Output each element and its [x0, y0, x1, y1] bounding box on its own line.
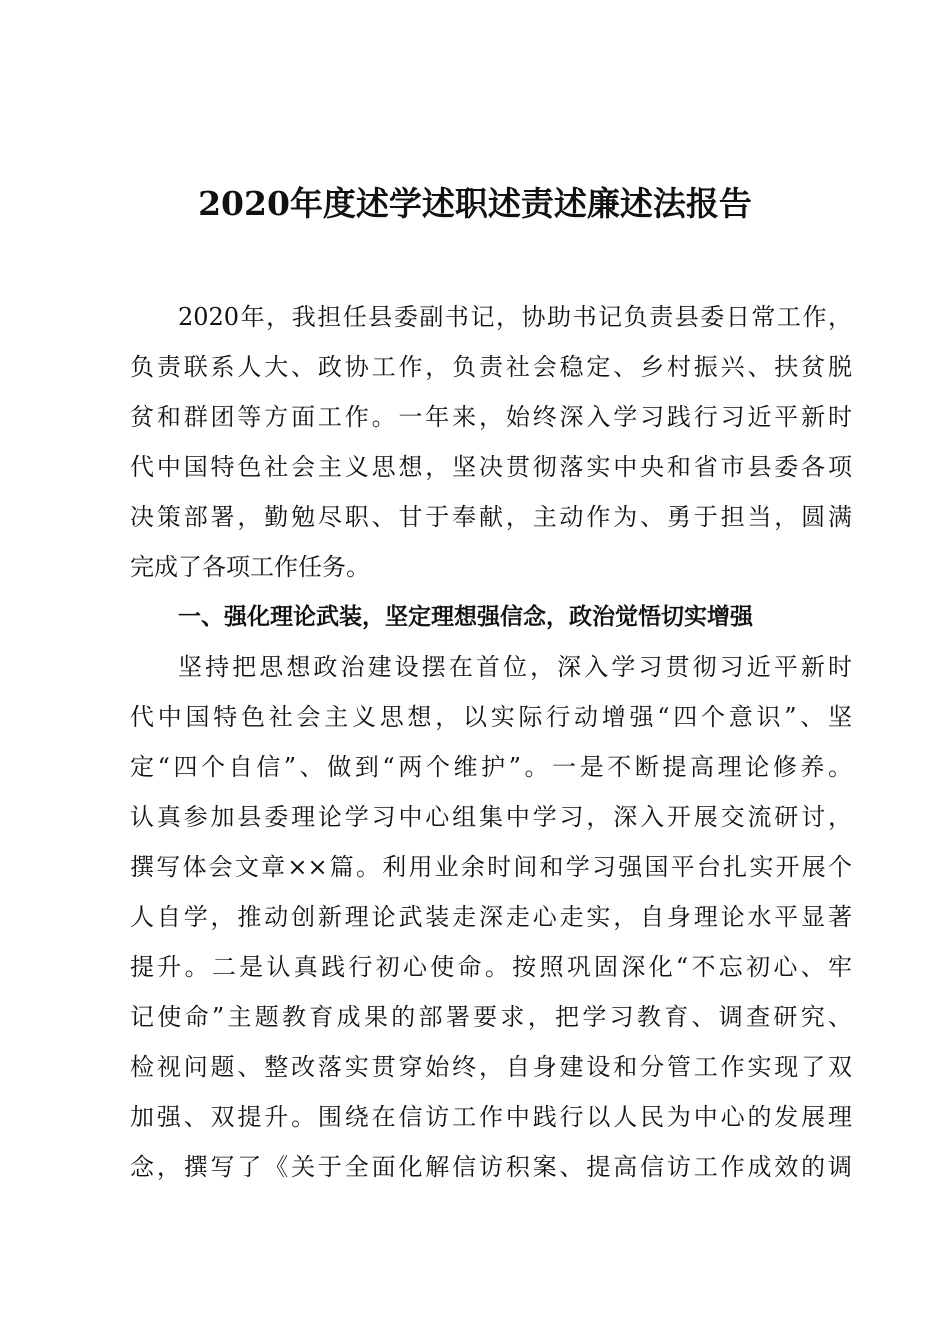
- paragraph-line: 认真参加县委理论学习中心组集中学习，深入开展交流研讨，: [130, 803, 852, 831]
- paragraph-line: 提升。二是认真践行初心使命。按照巩固深化“不忘初心、牢: [130, 953, 852, 981]
- paragraph-line: 贫和群团等方面工作。一年来，始终深入学习践行习近平新时: [130, 403, 852, 431]
- paragraph-line: 负责联系人大、政协工作，负责社会稳定、乡村振兴、扶贫脱: [130, 353, 852, 381]
- paragraph-line: 加强、双提升。围绕在信访工作中践行以人民为中心的发展理: [130, 1103, 852, 1131]
- paragraph-line: 完成了各项工作任务。: [130, 553, 370, 581]
- paragraph-line: 记使命”主题教育成果的部署要求，把学习教育、调查研究、: [130, 1003, 852, 1031]
- paragraph-line: 决策部署，勤勉尽职、甘于奉献，主动作为、勇于担当，圆满: [130, 503, 852, 531]
- paragraph-line: 检视问题、整改落实贯穿始终，自身建设和分管工作实现了双: [130, 1053, 852, 1081]
- paragraph-line: 念，撰写了《关于全面化解信访积案、提高信访工作成效的调: [130, 1153, 852, 1181]
- section-heading: 一、强化理论武装，坚定理想强信念，政治觉悟切实增强: [178, 604, 753, 630]
- paragraph-line: 代中国特色社会主义思想，以实际行动增强“四个意识”、坚: [130, 703, 852, 731]
- paragraph-line: 代中国特色社会主义思想，坚决贯彻落实中央和省市县委各项: [130, 453, 852, 481]
- paragraph-line: 2020年，我担任县委副书记，协助书记负责县委日常工作，: [178, 303, 852, 331]
- paragraph-line: 定“四个自信”、做到“两个维护”。一是不断提高理论修养。: [130, 753, 852, 781]
- paragraph-line: 人自学，推动创新理论武装走深走心走实，自身理论水平显著: [130, 903, 852, 931]
- document-title: 2020年度述学述职述责述廉述法报告: [198, 184, 752, 223]
- paragraph-line: 坚持把思想政治建设摆在首位，深入学习贯彻习近平新时: [178, 653, 852, 681]
- paragraph-line: 撰写体会文章××篇。利用业余时间和学习强国平台扎实开展个: [130, 853, 852, 881]
